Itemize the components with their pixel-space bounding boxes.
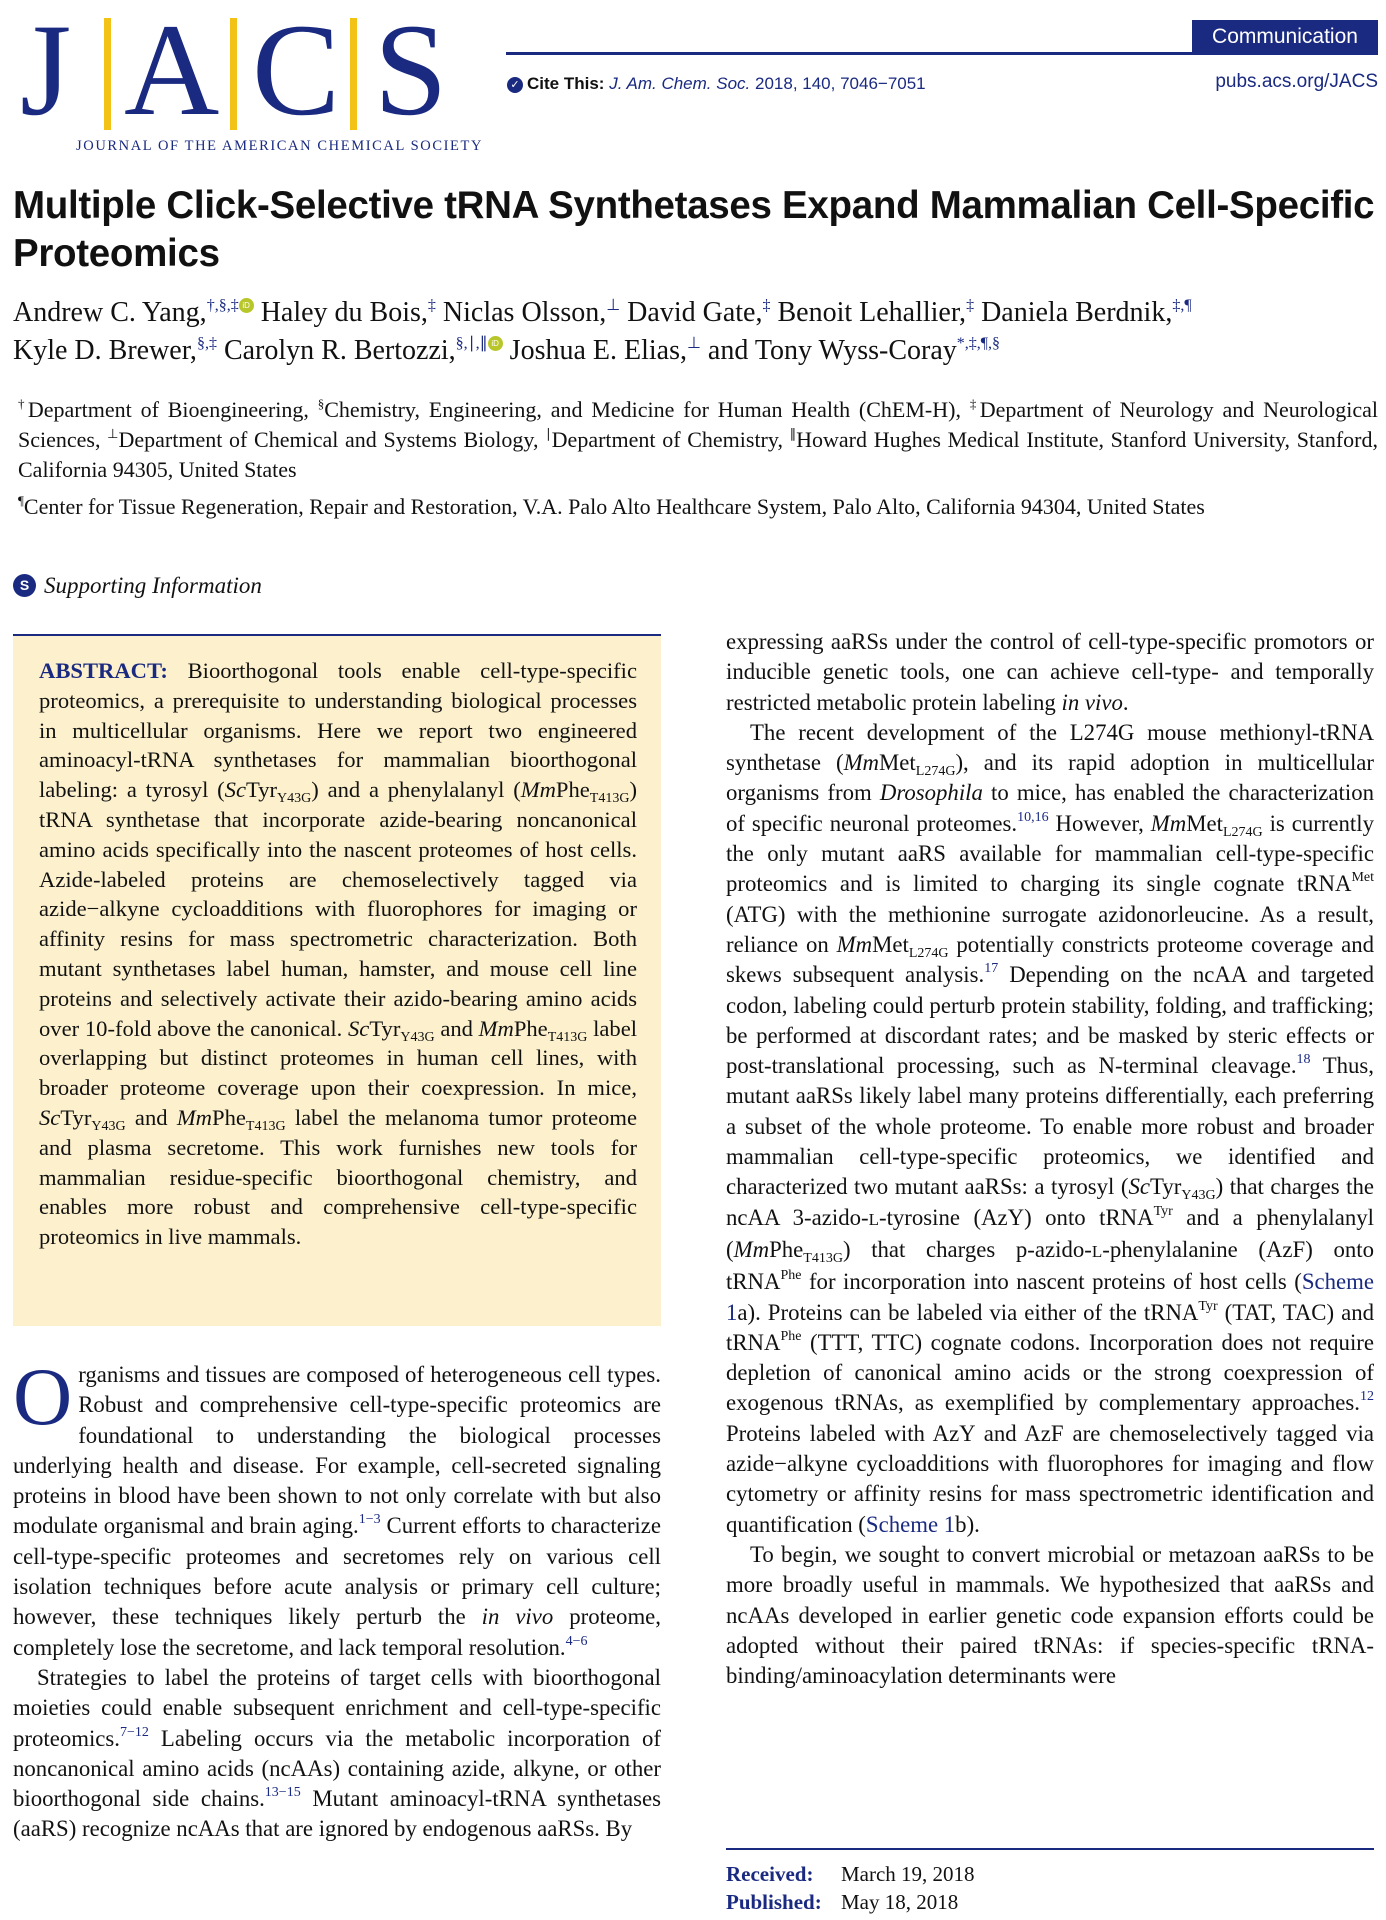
published-date: May 18, 2018	[841, 1890, 959, 1914]
body-column-right	[726, 627, 1374, 1691]
logo-letter-a: A	[124, 0, 220, 143]
affiliation: Department of Chemical and Systems Biology,	[118, 427, 546, 452]
cite-reference: 2018, 140, 7046−7051	[755, 74, 926, 93]
author[interactable]: Carolyn R. Bertozzi,	[223, 335, 456, 366]
logo-letters	[12, 0, 507, 143]
abstract-label: ABSTRACT:	[39, 658, 168, 683]
article-dates	[726, 1848, 1374, 1916]
article-type-badge: Communication	[1192, 20, 1378, 53]
author-marks: ‡,¶	[1172, 297, 1192, 314]
logo-divider	[230, 18, 237, 130]
author-marks: §,∣,∥	[455, 335, 488, 352]
author-marks: ‡	[966, 297, 975, 314]
logo-letter-j: J	[20, 0, 72, 143]
author-list	[13, 294, 1383, 370]
affiliation: Howard Hughes Medical Institute, Stanford University, Stanford, California 94305, United States	[18, 427, 1378, 482]
author-marks: ‡	[762, 297, 771, 314]
affiliation-mark: ∣	[545, 426, 552, 441]
author[interactable]: Kyle D. Brewer,	[13, 335, 197, 366]
cite-label: Cite This:	[527, 74, 605, 93]
author[interactable]: and Tony Wyss-Coray	[707, 335, 957, 366]
affiliation: Chemistry, Engineering, and Medicine for Human Health (ChEM-H),	[324, 397, 970, 422]
supporting-info-icon[interactable]: S	[13, 574, 36, 597]
author-marks: †,§,‡	[206, 297, 239, 314]
affiliation: Center for Tissue Regeneration, Repair and Restoration, V.A. Palo Alto Healthcare System, Palo Alto, California 94304, United States	[23, 494, 1205, 519]
journal-logo	[12, 0, 507, 154]
published-row	[726, 1888, 1374, 1916]
cite-journal: J. Am. Chem. Soc.	[609, 74, 751, 93]
logo-letter-s: S	[374, 0, 448, 143]
affiliation: Department of Bioengineering,	[27, 397, 318, 422]
author[interactable]: David Gate,	[627, 297, 763, 328]
body-column-left	[13, 1351, 661, 1845]
drop-cap: O	[13, 1351, 73, 1442]
affiliation-mark: ∥	[789, 426, 797, 441]
affiliation: Department of Neurology and Neurological Sciences,	[18, 397, 1378, 452]
author-marks: ‡	[427, 297, 436, 314]
logo-divider	[350, 18, 357, 130]
author-marks: §,‡	[196, 335, 217, 352]
received-date: March 19, 2018	[841, 1862, 975, 1886]
author[interactable]: Joshua E. Elias,	[509, 335, 687, 366]
paragraph: To begin, we sought to convert microbial or metazoan aaRSs to be more broadly useful in mammals. We hypothesized that aaRSs and ncAAs developed in earlier genetic code expansion efforts could be adopted without their paired tRNAs: if species-specific tRNA-binding/aminoacylation determinants were	[726, 1541, 1374, 1689]
author[interactable]: Haley du Bois,	[260, 297, 428, 328]
logo-divider	[104, 18, 111, 130]
logo-letter-c: C	[252, 0, 341, 143]
scheme-link[interactable]: Scheme 1	[726, 1269, 1374, 1325]
affiliation-mark: ‡	[969, 396, 980, 411]
author-marks: ⊥	[686, 335, 701, 352]
paragraph: Organisms and tissues are composed of heterogeneous cell types. Robust and comprehensive cell-type-specific proteomics are foundational to understanding the biological processes underlying health and disease. For example, cell-secreted signaling proteins in blood have been shown to not only correlate with but also modulate organismal and brain aging.$^{1-3}$ Current efforts to characterize cell-type-specific proteomes and secretomes rely on various cell isolation techniques before acute analysis or primary cell culture; however, these techniques likely perturb the in vivo proteome, completely lose the secretome, and lack temporal resolution.$^{4-6}$	[13, 1351, 661, 1660]
author-marks: *,‡,¶,§	[956, 335, 1001, 352]
author[interactable]: Niclas Olsson,	[442, 297, 607, 328]
published-label: Published:	[726, 1890, 822, 1914]
author[interactable]: Andrew C. Yang,	[13, 297, 207, 328]
affiliation-mark: ¶	[18, 493, 24, 508]
paragraph: The recent development of the L274G mouse methionyl-tRNA synthetase (MmMet$_{L274G}$), and its rapid adoption in multicellular organisms from Drosophila to mice, has enabled the characterization of specific neuronal proteomes.$^{10,16}$ However, MmMet$_{L274G}$ is currently the only mutant aaRS available for mammalian cell-type-specific proteomics and is limited to charging its single cognate tRNA$^{Met}$ (ATG) with the methionine surrogate azidonorleucine. As a result, reliance on MmMet$_{L274G}$ potentially constricts proteome coverage and skews subsequent analysis.$^{17}$ Depending on the ncAA and targeted codon, labeling could perturb protein stability, folding, and trafficking; be performed at discordant rates; and be masked by steric effects or post-translational processing, such as N-terminal cleavage.$^{18}$ Thus, mutant aaRSs likely label many proteins differentially, each preferring a subset of the whole proteome. To enable more robust and broader mammalian cell-type-specific proteomics, we identified and characterized two mutant aaRSs: a tyrosyl (ScTyr$_{Y43G}$) that charges the ncAA 3-azido-L-tyrosine (AzY) onto tRNA$^{Tyr}$ and a phenylalanyl (MmPhe$_{T413G}$) that charges p-azido-L-phenylalanine (AzF) onto tRNA$^{Phe}$ for incorporation into nascent proteins of host cells (Scheme 1a). Proteins can be labeled via either of the tRNA$^{Tyr}$ (TAT, TAC) and tRNA$^{Phe}$ (TTT, TTC) cognate codons. Incorporation does not require depletion of canonical amino acids or the strong coexpression of exogenous tRNAs, as exemplified by complementary approaches.$^{12}$ Proteins labeled with AzY and AzF are chemoselectively tagged via azide−alkyne cycloadditions with fluorophores for imaging and flow cytometry or affinity resins for mass spectrometric identification and quantification (Scheme 1b).	[726, 719, 1375, 1537]
logo-subtitle: JOURNAL OF THE AMERICAN CHEMICAL SOCIETY	[76, 138, 484, 154]
affiliation-mark: †	[18, 396, 28, 411]
scheme-link[interactable]: Scheme 1	[865, 1511, 956, 1537]
paragraph: Strategies to label the proteins of target cells with bioorthogonal moieties could enable subsequent enrichment and cell-type-specific proteomics.$^{7-12}$ Labeling occurs via the metabolic incorporation of noncanonical amino acids (ncAAs) containing azide, alkyne, or other bioorthogonal side chains.$^{13-15}$ Mutant aminoacyl-tRNA synthetases (aaRS) recognize ncAAs that are ignored by endogenous aaRSs. By	[13, 1664, 661, 1842]
supporting-info-link[interactable]: Supporting Information	[44, 573, 262, 598]
author[interactable]: Benoit Lehallier,	[777, 297, 967, 328]
affiliation-secondary	[18, 492, 1378, 522]
affiliation: Department of Chemistry,	[551, 427, 790, 452]
abstract-box	[13, 634, 661, 1326]
author-marks: ⊥	[606, 297, 621, 314]
orcid-icon[interactable]: iD	[239, 298, 254, 313]
paragraph: expressing aaRSs under the control of cell-type-specific promotors or inducible genetic tools, one can achieve cell-type- and temporally restricted metabolic protein labeling in vivo.	[726, 629, 1374, 715]
orcid-icon[interactable]: iD	[488, 336, 503, 351]
affiliation-mark: §	[317, 396, 325, 411]
received-row	[726, 1860, 1374, 1888]
cite-check-icon: ✓	[507, 77, 523, 93]
abstract-text: ABSTRACT: Bioorthogonal tools enable cell-type-specific proteomics, a prerequisite to understanding biological processes in multicellular organisms. Here we report two engineered aminoacyl-tRNA synthetases for mammalian bioorthogonal labeling: a tyrosyl (ScTyr$_{Y43G}$) and a phenylalanyl (MmPhe$_{T413G}$) tRNA synthetase that incorporate azide-bearing noncanonical amino acids specifically into the nascent proteomes of host cells. Azide-labeled proteins are chemoselectively tagged via azide−alkyne cycloadditions with fluorophores for imaging or affinity resins for mass spectrometric characterization. Both mutant synthetases label human, hamster, and mouse cell line proteins and selectively activate their azido-bearing amino acids over 10-fold above the canonical. ScTyr$_{Y43G}$ and MmPhe$_{T413G}$ label overlapping but distinct proteomes in human cell lines, with broader proteome coverage upon their coexpression. In mice, ScTyr$_{Y43G}$ and MmPhe$_{T413G}$ label the melanoma tumor proteome and plasma secretome. This work furnishes new tools for mammalian residue-specific bioorthogonal chemistry, and enables more robust and comprehensive cell-type-specific proteomics in live mammals.	[39, 658, 638, 1250]
article-title: Multiple Click-Selective tRNA Synthetases Expand Mammalian Cell-Specific Proteomics	[13, 184, 1375, 275]
affiliation-mark: ⊥	[107, 426, 119, 441]
journal-url[interactable]: pubs.acs.org/JACS	[1215, 71, 1378, 92]
cite-this[interactable]	[507, 74, 926, 94]
author[interactable]: Daniela Berdnik,	[981, 297, 1173, 328]
received-label: Received:	[726, 1862, 814, 1886]
affiliations	[18, 395, 1378, 485]
